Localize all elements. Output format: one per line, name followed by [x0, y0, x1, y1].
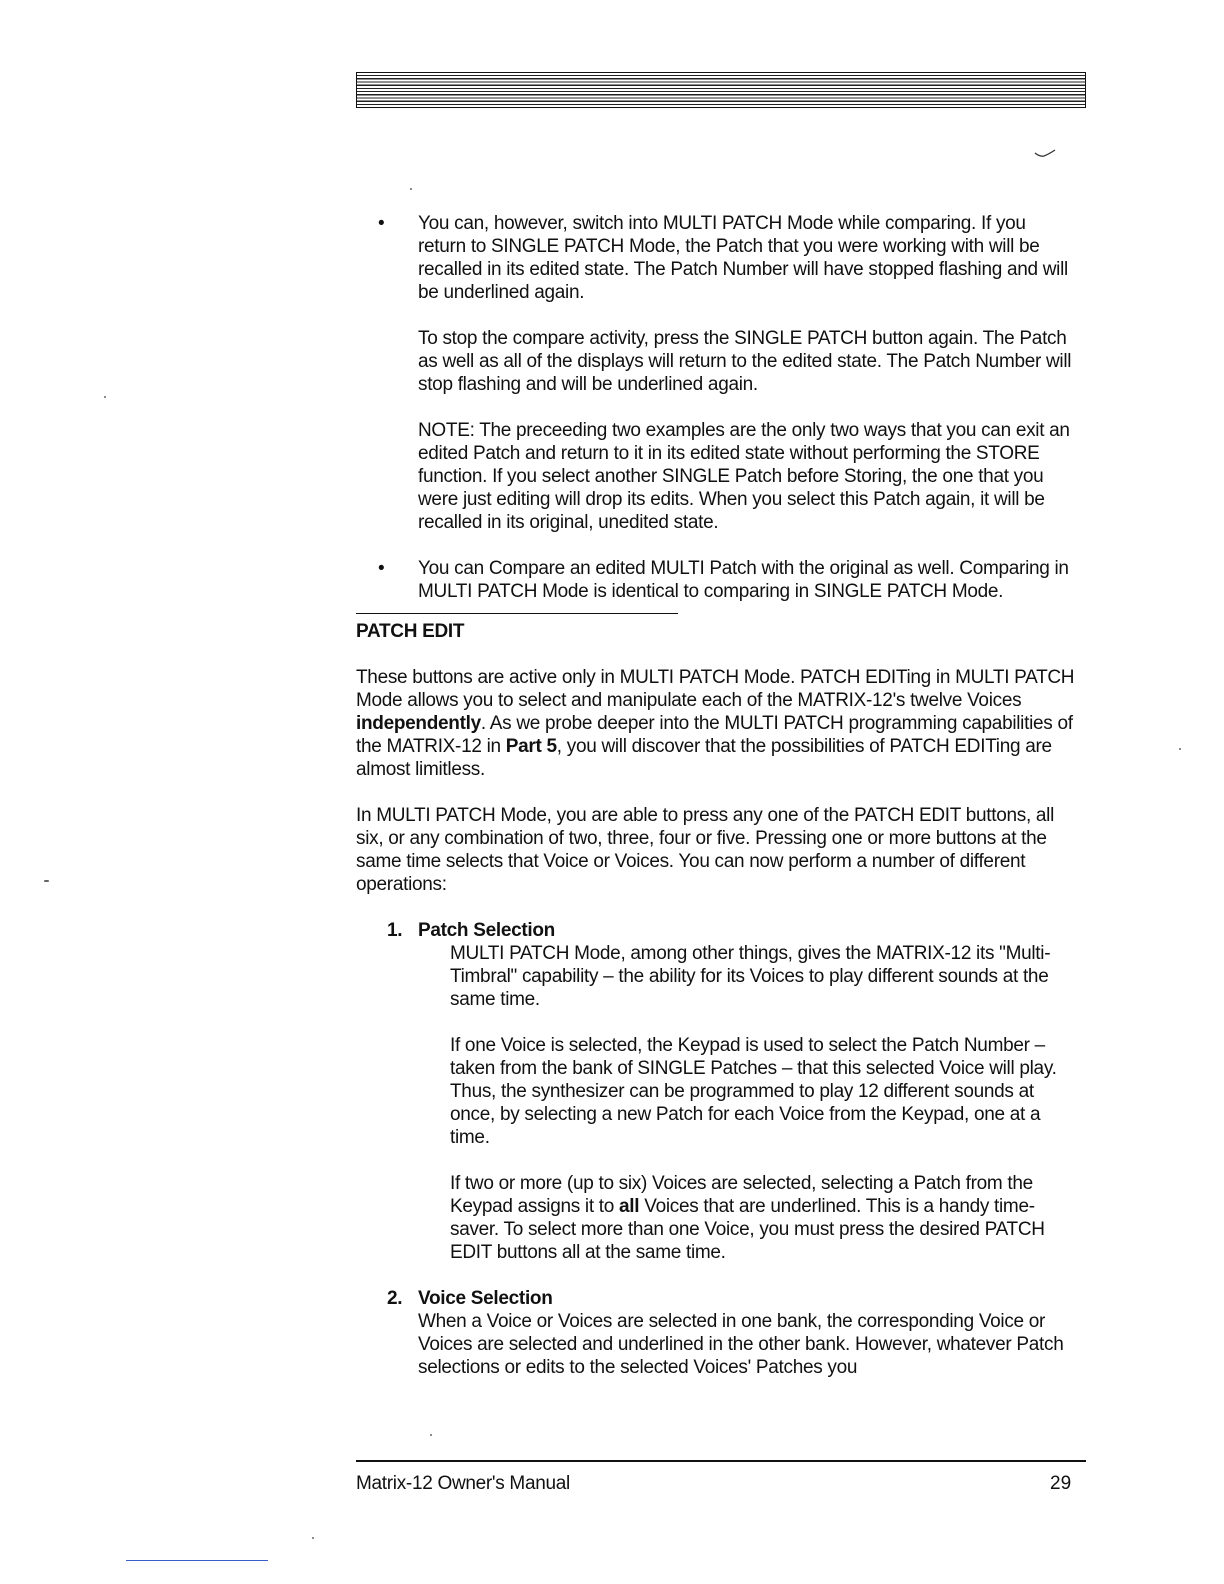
paragraph-stop-compare: To stop the compare activity, press the SINGLE PATCH button again. The Patch as well as all of the displays will return to the edited state. The Patch Number will stop flashing and will be underlined again. — [418, 328, 1072, 395]
emphasis-independently: independently — [356, 713, 481, 734]
emphasis-all: all — [619, 1196, 640, 1217]
scan-speck — [312, 1537, 314, 1539]
bullet-text: You can Compare an edited MULTI Patch with the original as well. Comparing in MULTI PATCH Mode is identical to comparing in SINGLE PATCH Mode. — [418, 558, 1069, 602]
paragraph-multi-patch-mode: In MULTI PATCH Mode, you are able to press any one of the PATCH EDIT buttons, all six, or any combination of two, three, four or five. Pressing one or more buttons at the same time selects that Voice or Voices. You can now perform a number of different operations: — [356, 805, 1055, 895]
bottom-edge-rule — [126, 1560, 268, 1561]
paragraph-multi-timbral: MULTI PATCH Mode, among other things, gives the MATRIX-12 its "Multi-Timbral" capability – the ability for its Voices to play different sounds at the same time. — [450, 943, 1051, 1010]
page-body — [356, 212, 1076, 1379]
list-item-title: Patch Selection — [418, 920, 555, 941]
page-number: 29 — [1050, 1473, 1072, 1494]
bullet-item-compare-multi — [356, 557, 1076, 603]
list-item-title: Voice Selection — [418, 1288, 553, 1309]
bullet-dot: • — [378, 558, 385, 579]
section-rule — [356, 613, 678, 614]
scan-speck — [44, 880, 49, 882]
list-item-voice-selection — [356, 1287, 1076, 1310]
scan-speck — [430, 1434, 432, 1436]
bullet-dot: • — [378, 213, 385, 234]
pen-mark-icon — [1034, 148, 1056, 158]
footer-rule — [356, 1460, 1086, 1462]
paragraph-voice-selection: When a Voice or Voices are selected in one bank, the corresponding Voice or Voices are selected and underlined in the other bank. However, whatever Patch selections or edits to the selected Voices' Patches you — [418, 1311, 1064, 1378]
emphasis-part-5: Part 5 — [505, 736, 557, 757]
paragraph-note: NOTE: The preceeding two examples are the only two ways that you can exit an edited Patch and return to it in its edited state without performing the STORE function. If you select another SINGLE Patch before Storing, the one that you were just editing will drop its edits. When you select this Patch again, it will be recalled in its original, unedited state. — [418, 420, 1070, 533]
paragraph-patch-edit-intro: These buttons are active only in MULTI PATCH Mode. PATCH EDITing in MULTI PATCH Mode allows you to select and manipulate each of the MATRIX-12's twelve Voices independently. As we probe deeper into the MULTI PATCH programming capabilities of the MATRIX-12 in Part 5, you will discover that the possibilities of PATCH EDITing are almost limitless. — [356, 667, 1075, 780]
list-item-patch-selection — [356, 919, 1076, 942]
scan-speck — [410, 188, 412, 190]
paragraph-multiple-voices: If two or more (up to six) Voices are selected, selecting a Patch from the Keypad assigns it to all Voices that are underlined. This is a handy time-saver. To select more than one Voice, you must press the desired PATCH EDIT buttons all at the same time. — [450, 1173, 1045, 1263]
header-rule-band — [356, 72, 1086, 108]
section-title: PATCH EDIT — [356, 621, 465, 642]
scan-speck — [104, 396, 106, 398]
bullet-item-multi-switch — [356, 212, 1076, 304]
bullet-text: You can, however, switch into MULTI PATCH Mode while comparing. If you return to SINGLE PATCH Mode, the Patch that you were working with will be recalled in its edited state. The Patch Number will have stopped flashing and will be underlined again. — [418, 213, 1068, 303]
scan-speck — [1179, 748, 1181, 750]
paragraph-one-voice: If one Voice is selected, the Keypad is used to select the Patch Number – taken from the bank of SINGLE Patches – that this selected Voice will play. Thus, the synthesizer can be programmed to play 12 different sounds at once, by selecting a new Patch for each Voice from the Keypad, one at a time. — [450, 1035, 1057, 1148]
footer-title: Matrix-12 Owner's Manual — [356, 1473, 570, 1494]
list-number: 1. — [387, 920, 403, 941]
list-number: 2. — [387, 1288, 403, 1309]
